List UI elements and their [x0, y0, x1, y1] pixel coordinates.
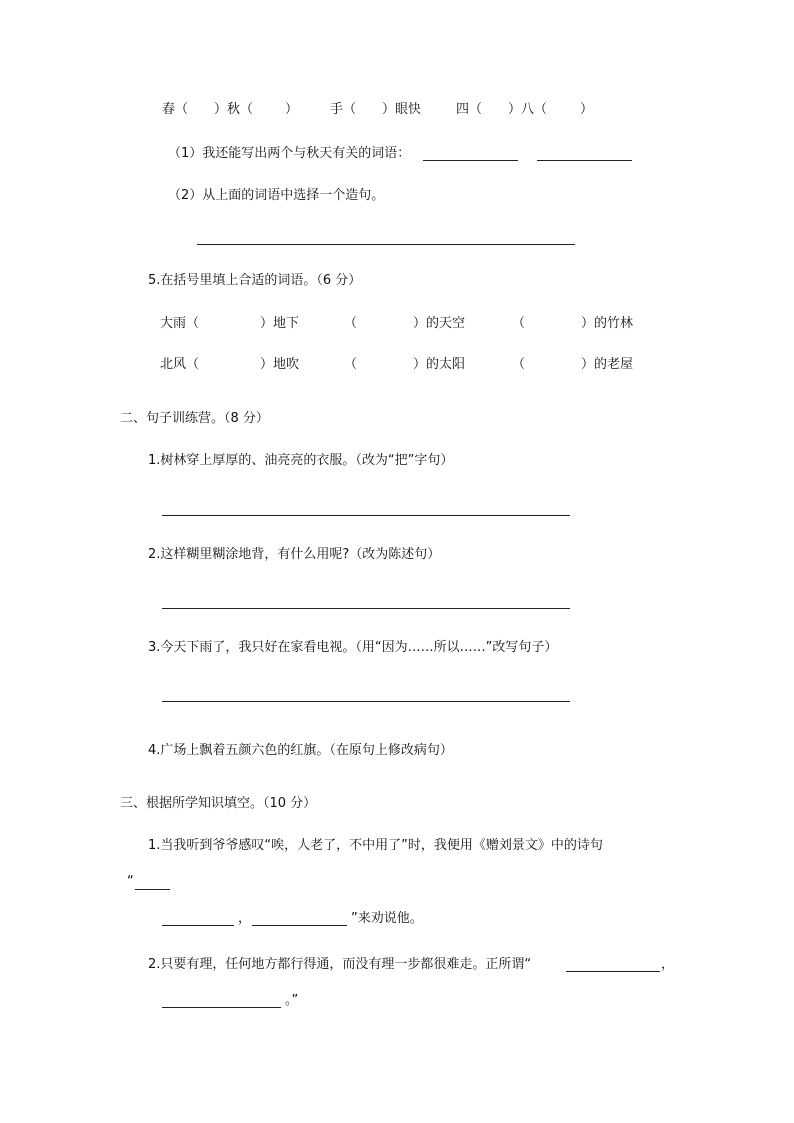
section2-q3-answer-line[interactable]: [162, 701, 570, 702]
section2-q1-answer-line[interactable]: [162, 515, 570, 516]
q5-r1c2-suffix: ）的天空: [413, 316, 466, 331]
section3-q1-end: ”来劝说他。: [351, 911, 423, 926]
section3-q2-end: 。”: [285, 993, 299, 1008]
idiom-spring-autumn-prefix: 春（: [162, 102, 189, 117]
q4-sub1-blank-1[interactable]: [423, 160, 518, 161]
q4-sub2-answer-line[interactable]: [197, 244, 575, 245]
q5-r1c1-prefix: 大雨（: [160, 316, 200, 331]
idiom-hand-prefix: 手（: [330, 102, 357, 117]
section2-q1: 1.树林穿上厚厚的、油亮亮的衣服。（改为“把”字句）: [148, 453, 454, 468]
section2-q2-answer-line[interactable]: [162, 608, 570, 609]
idiom-spring-autumn-mid: ）秋（: [214, 102, 254, 117]
q5-r1c3-suffix: ）的竹林: [581, 316, 634, 331]
idiom-four-suffix: ）: [580, 102, 594, 117]
idiom-four-mid: ）八（: [508, 102, 548, 117]
idiom-four-prefix: 四（: [456, 102, 483, 117]
q5-r2c3-suffix: ）的老屋: [581, 357, 634, 372]
section3-q2-comma: ，: [661, 957, 675, 972]
section2-heading: 二、句子训练营。（8 分）: [120, 411, 269, 426]
section3-q1-blank-2[interactable]: [252, 925, 347, 926]
q4-sub1-text: （1）我还能写出两个与秋天有关的词语：: [168, 146, 411, 161]
section2-q4: 4.广场上飘着五颜六色的红旗。（在原句上修改病句）: [148, 743, 453, 758]
section3-q1-comma: ，: [238, 911, 252, 926]
section3-q1-blank-0[interactable]: [135, 889, 170, 890]
q5-r1c3-prefix: （: [512, 316, 526, 331]
q5-r2c3-prefix: （: [512, 357, 526, 372]
section2-q3: 3.今天下雨了，我只好在家看电视。（用“因为……所以……”改写句子）: [148, 640, 558, 655]
section3-q2-blank-1[interactable]: [566, 971, 660, 972]
q5-r1c2-prefix: （: [344, 316, 358, 331]
section3-q2-text: 2.只要有理，任何地方都行得通，而没有理一步都很难走。正所谓“: [148, 957, 532, 972]
q4-sub1-blank-2[interactable]: [537, 160, 632, 161]
section3-q1-blank-1[interactable]: [162, 925, 234, 926]
q5-r1c1-suffix: ）地下: [260, 316, 300, 331]
section3-q1-text: 1.当我听到爷爷感叹“唉，人老了，不中用了”时，我便用《赠刘景文》中的诗句: [148, 838, 603, 853]
idiom-spring-autumn-suffix: ）: [285, 102, 299, 117]
section3-q2-blank-2[interactable]: [162, 1007, 281, 1008]
q5-r2c2-suffix: ）的太阳: [413, 357, 466, 372]
q5-r2c1-suffix: ）地吹: [260, 357, 300, 372]
section2-q2: 2.这样糊里糊涂地背，有什么用呢?（改为陈述句）: [148, 547, 441, 562]
idiom-hand-suffix: ）眼快: [382, 102, 422, 117]
section3-heading: 三、根据所学知识填空。（10 分）: [120, 796, 317, 811]
q5-title: 5.在括号里填上合适的词语。（6 分）: [148, 273, 362, 288]
q5-r2c1-prefix: 北风（: [160, 357, 200, 372]
q5-r2c2-prefix: （: [344, 357, 358, 372]
q4-sub2-text: （2）从上面的词语中选择一个造句。: [168, 188, 385, 203]
section3-q1-open-quote: “: [127, 874, 134, 889]
